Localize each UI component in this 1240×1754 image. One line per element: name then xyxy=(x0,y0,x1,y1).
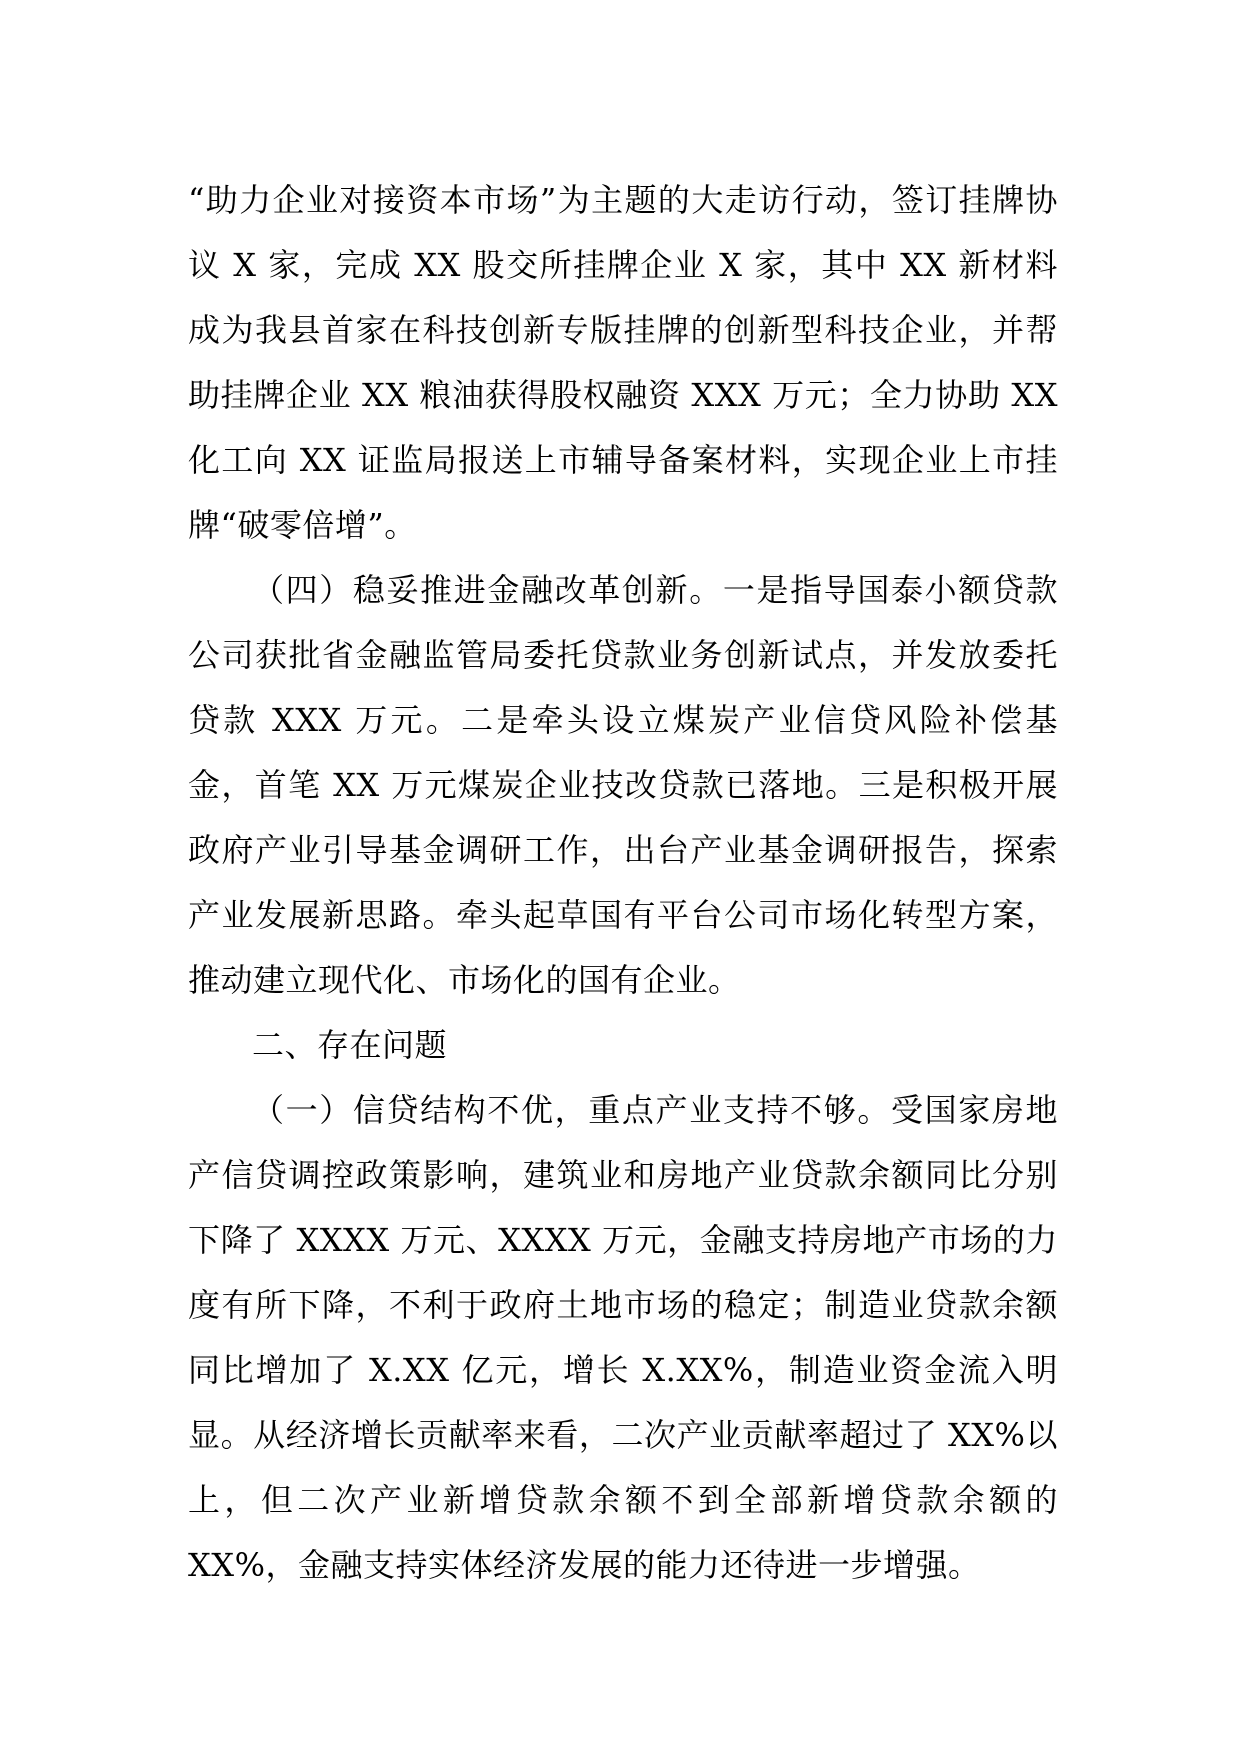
paragraph-continuation-capital-market: “助力企业对接资本市场”为主题的大走访行动，签订挂牌协议 X 家，完成 XX 股交所挂牌企业 X 家，其中 XX 新材料成为我县首家在科技创新专版挂牌的创新型科技企业，并帮助挂牌企业 XX 粮油获得股权融资 XXX 万元；全力协助 XX 化工向 XX 证监局报送上市辅导备案材料，实现企业上市挂牌“破零倍增”。 xyxy=(188,181,1058,544)
paragraph-financial-reform-innovation: （四）稳妥推进金融改革创新。一是指导国泰小额贷款公司获批省金融监管局委托贷款业务创新试点，并发放委托贷款 XXX 万元。二是牵头设立煤炭产业信贷风险补偿基金，首笔 XX 万元煤炭企业技改贷款已落地。三是积极开展政府产业引导基金调研工作，出台产业基金调研报告，探索产业发展新思路。牵头起草国有平台公司市场化转型方案，推动建立现代化、市场化的国有企业。 xyxy=(188,571,1058,999)
paragraph-credit-structure: （一）信贷结构不优，重点产业支持不够。受国家房地产信贷调控政策影响，建筑业和房地产业贷款余额同比分别下降了 XXXX 万元、XXXX 万元，金融支持房地产市场的力度有所下降，不利于政府土地市场的稳定；制造业贷款余额同比增加了 X.XX 亿元，增长 X.XX%，制造业资金流入明显。从经济增长贡献率来看，二次产业贡献率超过了 XX%以上，但二次产业新增贷款余额不到全部新增贷款余额的 XX%，金融支持实体经济发展的能力还待进一步增强。 xyxy=(188,1091,1058,1584)
section-heading-existing-problems: 二、存在问题 xyxy=(252,1026,448,1064)
document-body xyxy=(188,168,1058,1598)
